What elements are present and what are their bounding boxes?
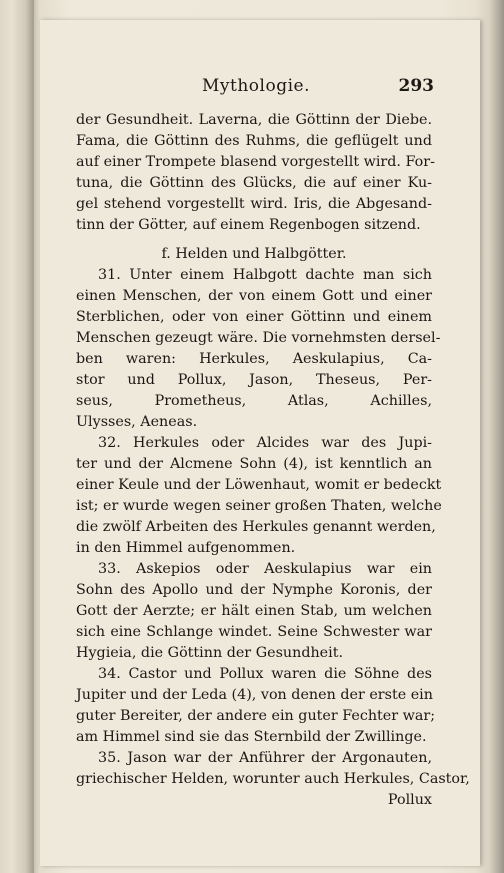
page-number: 293	[398, 76, 434, 96]
text-line: ben waren: Herkules, Aeskulapius, Ca-	[76, 351, 432, 367]
text-line: Menschen gezeugt wäre. Die vornehmsten dersel-	[76, 330, 441, 346]
text-line: sich eine Schlange windet. Seine Schwester war	[76, 624, 432, 640]
text-line: Fama, die Göttinn des Ruhms, die geflügelt und	[76, 133, 432, 149]
catchword: Pollux	[387, 792, 432, 808]
text-line: auf einer Trompete blasend vorgestellt wird. For-	[76, 154, 435, 170]
text-line: guter Bereiter, der andere ein guter Fechter war;	[76, 708, 436, 724]
previous-page-edge	[0, 0, 34, 873]
text-line: 31. Unter einem Halbgott dachte man sich	[98, 267, 432, 283]
text-line: stor und Pollux, Jason, Theseus, Per-	[76, 372, 432, 388]
text-line: tinn der Götter, auf einem Regenbogen sitzend.	[76, 217, 421, 233]
text-line: die zwölf Arbeiten des Herkules genannt werden,	[76, 519, 436, 535]
text-line: seus, Prometheus, Atlas, Achilles,	[76, 393, 432, 409]
text-line: am Himmel sind sie das Sternbild der Zwillinge.	[76, 729, 427, 745]
text-line: 34. Castor und Pollux waren die Söhne des	[98, 666, 432, 682]
text-line: Sterblichen, oder von einer Göttinn und einem	[76, 309, 432, 325]
running-title: Mythologie.	[202, 76, 310, 96]
text-line: ist; er wurde wegen seiner großen Thaten, welche	[76, 498, 442, 514]
text-line: 35. Jason war der Anführer der Argonauten,	[98, 750, 432, 766]
text-line: Gott der Aerzte; er hält einen Stab, um welchen	[76, 603, 432, 619]
section-heading: f. Helden und Halbgötter.	[161, 246, 347, 262]
text-line: der Gesundheit. Laverna, die Göttinn der Diebe.	[76, 112, 432, 128]
text-line: 33. Askepios oder Aeskulapius war ein	[98, 561, 432, 577]
text-line: einer Keule und der Löwenhaut, womit er bedeckt	[76, 477, 442, 493]
text-line: gel stehend vorgestellt wird. Iris, die Abgesand-	[76, 196, 432, 212]
text-line: Sohn des Apollo und der Nymphe Koronis, der	[76, 582, 432, 598]
text-line: griechischer Helden, worunter auch Herkules, Castor,	[76, 771, 470, 787]
body-text	[76, 110, 470, 811]
page-header	[202, 76, 434, 100]
text-line: einen Menschen, der von einem Gott und einer	[76, 288, 432, 304]
text-line: in den Himmel aufgenommen.	[76, 540, 296, 556]
text-line: 32. Herkules oder Alcides war des Jupi-	[98, 435, 432, 451]
text-line: Hygieia, die Göttinn der Gesundheit.	[76, 645, 344, 661]
text-line: ter und der Alcmene Sohn (4), ist kenntlich an	[76, 456, 432, 472]
text-line: Jupiter und der Leda (4), von denen der erste ein	[76, 687, 433, 703]
text-line: tuna, die Göttinn des Glücks, die auf einer Ku-	[76, 175, 432, 191]
text-line: Ulysses, Aeneas.	[76, 414, 198, 430]
